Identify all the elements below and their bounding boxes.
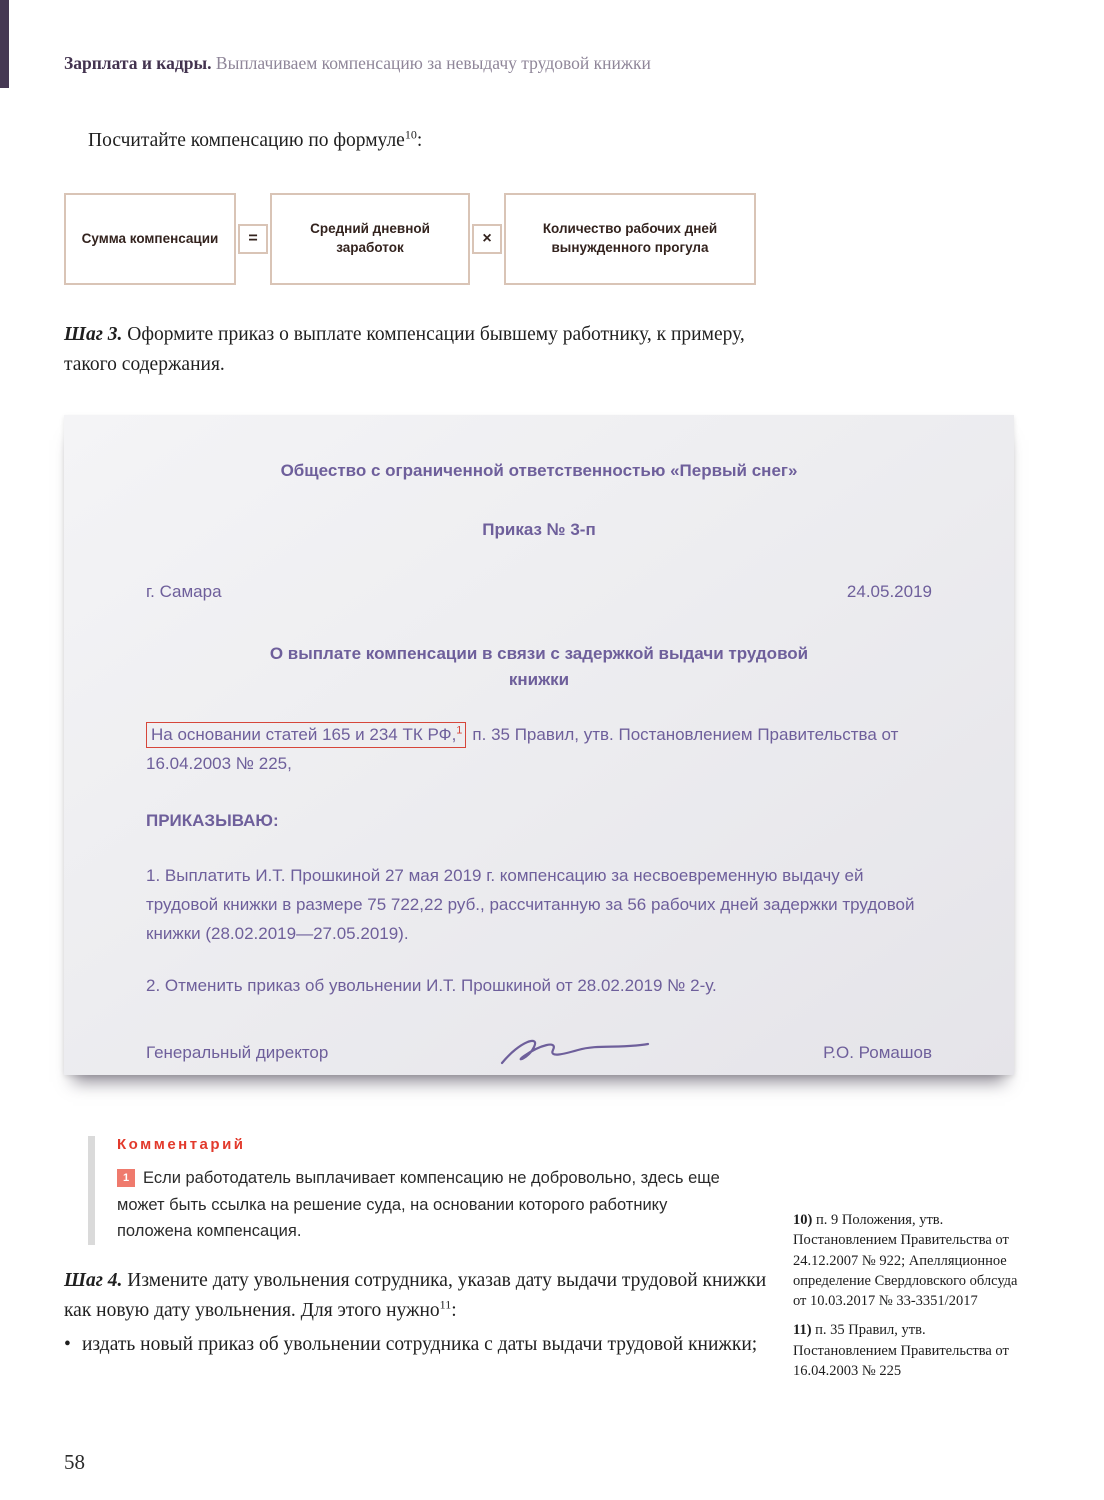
order-basis-highlighted bbox=[146, 722, 466, 748]
comment-marker-1: 1 bbox=[117, 1169, 135, 1187]
comment-body bbox=[117, 1165, 736, 1245]
running-header-subtitle: Выплачиваем компенсацию за невыдачу трудовой книжки bbox=[215, 53, 651, 73]
footnote-10-number: 10) bbox=[793, 1212, 813, 1228]
comment-marker-ref-1: 1 bbox=[456, 723, 463, 736]
order-signer-role: Генеральный директор bbox=[146, 1042, 329, 1062]
footnote-11 bbox=[793, 1320, 1021, 1381]
order-number: Приказ № 3-п bbox=[482, 519, 596, 539]
order-item-1: 1. Выплатить И.Т. Прошкиной 27 мая 2019 г. компенсацию за несвоевременную выдачу ей трудовой книжки в размере 75 722,22 руб., рассчитанную за 56 рабочих дней задержки трудовой книжки (28.02.2019—27.05.2019). bbox=[146, 865, 915, 943]
step-3-paragraph bbox=[64, 320, 770, 379]
order-document-sample bbox=[64, 415, 1014, 1075]
step-4-text: Измените дату увольнения сотрудника, указав дату выдачи трудовой книжки как новую дату увольнения. Для этого нужно bbox=[64, 1270, 767, 1321]
step-4-label: Шаг 4. bbox=[64, 1270, 123, 1291]
footnote-11-text: п. 35 Правил, утв. Постановлением Правительства от 16.04.2003 № 225 bbox=[793, 1322, 1009, 1380]
footnote-ref-10: 10 bbox=[404, 127, 417, 142]
running-header-section: Зарплата и кадры. bbox=[64, 53, 212, 73]
step-4-paragraph bbox=[64, 1266, 770, 1325]
comment-title: Комментарий bbox=[117, 1136, 246, 1153]
order-date: 24.05.2019 bbox=[846, 582, 932, 602]
formula-box-days: Количество рабочих дней вынужденного прогула bbox=[504, 193, 756, 285]
footnotes-column bbox=[793, 1210, 1021, 1390]
bullet-marker: • bbox=[64, 1334, 71, 1355]
page-edge-mark bbox=[0, 0, 9, 88]
step-3-text: Оформите приказ о выплате компенсации бывшему работнику, к примеру, такого содержания. bbox=[64, 324, 745, 375]
step-3-label: Шаг 3. bbox=[64, 324, 123, 345]
running-header bbox=[64, 52, 1044, 75]
footnote-ref-11: 11 bbox=[439, 1297, 452, 1312]
multiply-operator: × bbox=[472, 224, 502, 254]
order-basis-rest: п. 35 Правил, утв. Постановлением Правительства от 16.04.2003 № 225, bbox=[146, 724, 899, 774]
page-number: 58 bbox=[64, 1450, 85, 1474]
step-4-bullet-item bbox=[64, 1330, 770, 1360]
formula-box-average-earnings: Средний дневной заработок bbox=[270, 193, 470, 285]
order-basis-paragraph bbox=[146, 720, 932, 780]
intro-colon: : bbox=[416, 130, 423, 151]
order-basis-highlighted-text: На основании статей 165 и 234 ТК РФ, bbox=[151, 724, 457, 744]
footnote-10 bbox=[793, 1210, 1021, 1311]
step-4-bullet-text: издать новый приказ об увольнении сотрудника с даты выдачи трудовой книжки; bbox=[82, 1334, 758, 1355]
footnote-10-text: п. 9 Положения, утв. Постановлением Правительства от 24.12.2007 № 922; Апелляционное определение Свердловского облсуда от 10.03.2017 № 33-3351/2017 bbox=[793, 1212, 1018, 1310]
multiply-operator-wrap bbox=[470, 224, 504, 254]
order-signature-row bbox=[146, 1031, 932, 1075]
order-city: г. Самара bbox=[146, 582, 222, 602]
order-signer-name: Р.О. Ромашов bbox=[823, 1042, 932, 1062]
compensation-formula bbox=[64, 193, 756, 285]
intro-sentence bbox=[88, 127, 888, 152]
signature-icon bbox=[496, 1031, 656, 1075]
intro-text: Посчитайте компенсацию по формуле bbox=[88, 130, 405, 151]
order-item-2: 2. Отменить приказ об увольнении И.Т. Прошкиной от 28.02.2019 № 2-у. bbox=[146, 976, 717, 996]
step-4-colon: : bbox=[451, 1299, 457, 1321]
order-city-date-row bbox=[146, 580, 932, 605]
equals-operator: = bbox=[238, 224, 268, 254]
equals-operator-wrap bbox=[236, 224, 270, 254]
comment-block bbox=[88, 1136, 736, 1245]
order-resolve-word: ПРИКАЗЫВАЮ: bbox=[146, 811, 279, 831]
order-subject: О выплате компенсации в связи с задержкой выдачи трудовой книжки bbox=[269, 643, 809, 690]
order-company-name: Общество с ограниченной ответственностью «Первый снег» bbox=[280, 461, 798, 480]
footnote-11-number: 11) bbox=[793, 1322, 812, 1339]
formula-box-sum: Сумма компенсации bbox=[64, 193, 236, 285]
comment-text: Если работодатель выплачивает компенсацию не добровольно, здесь еще может быть ссылка на решение суда, на основании которого работнику положена компенсация. bbox=[117, 1169, 720, 1241]
